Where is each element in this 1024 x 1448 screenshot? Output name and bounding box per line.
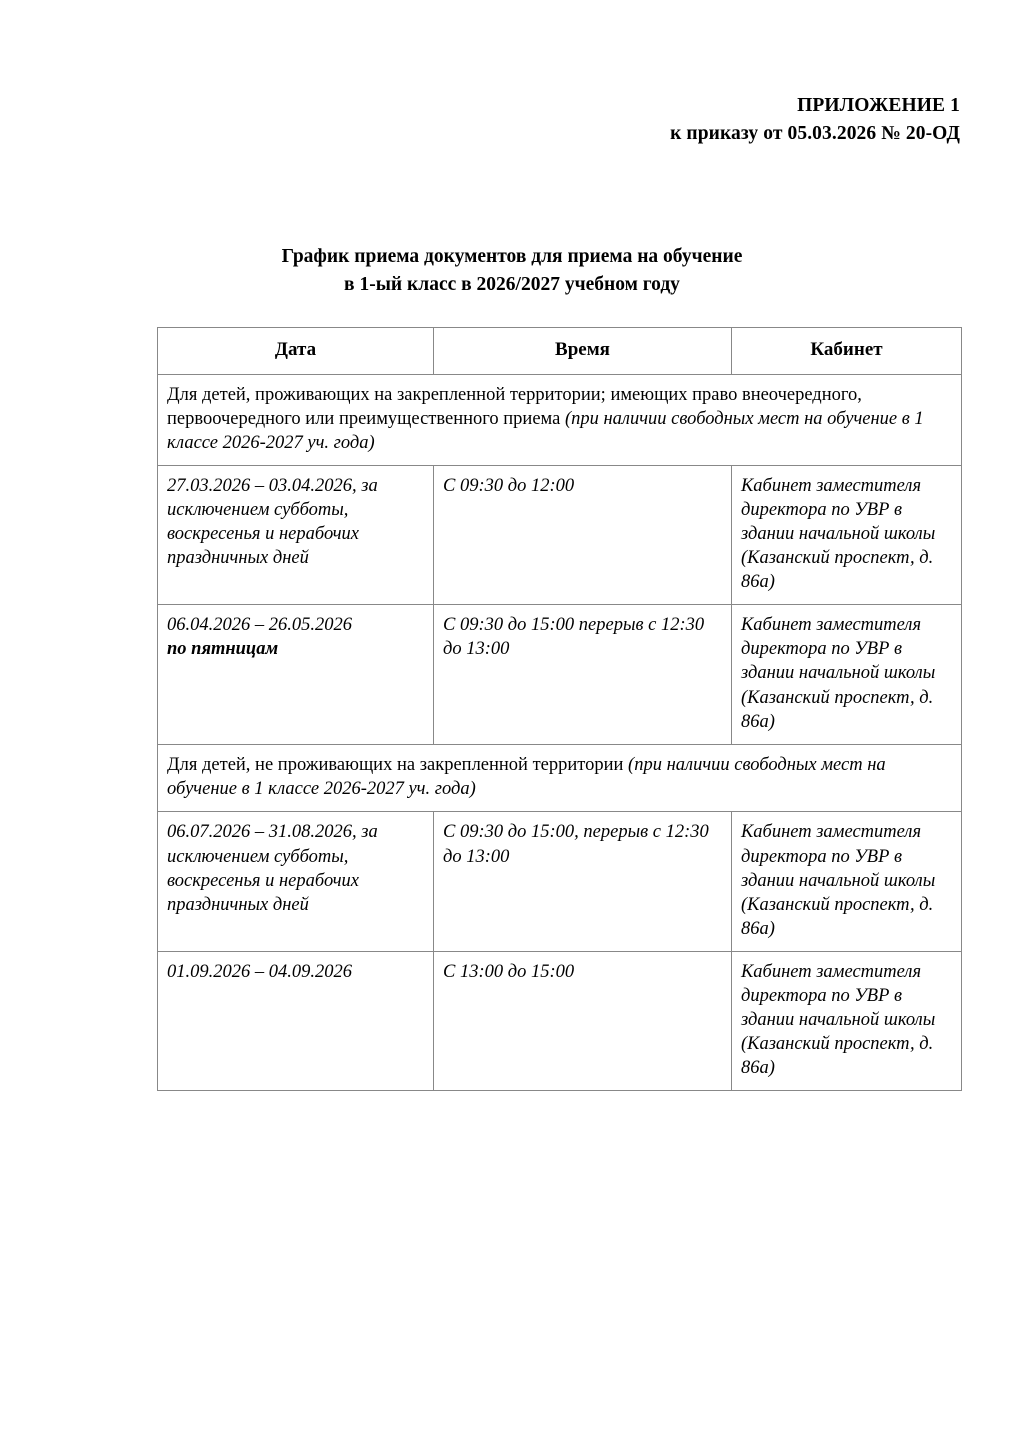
cell-time-1-1: С 13:00 до 15:00 [434, 951, 732, 1090]
column-header-room: Кабинет [732, 328, 962, 375]
section-heading-1 [158, 745, 962, 812]
table-row [158, 812, 962, 951]
cell-time-1-0: С 09:30 до 15:00, перерыв с 12:30 до 13:00 [434, 812, 732, 951]
section-heading-row [158, 375, 962, 466]
cell-date-text-0-1: 06.04.2026 – 26.05.2026 [167, 615, 352, 636]
cell-date-emphasis-0-1: по пятницам [167, 639, 279, 660]
section-heading-0 [158, 375, 962, 466]
cell-date-0-0: 27.03.2026 – 03.04.2026, за исключением субботы, воскресенья и нерабочих праздничных дней [158, 466, 434, 605]
cell-room-0-0: Кабинет заместителя директора по УВР в здании начальной школы (Казанский проспект, д. 86а) [732, 466, 962, 605]
table-row [158, 466, 962, 605]
cell-time-0-0: С 09:30 до 12:00 [434, 466, 732, 605]
section-heading-plain-0: Для детей, проживающих на закрепленной территории; имеющих право внеочередного, первоочередного или преимущественного приема [167, 385, 862, 430]
schedule-table [157, 327, 962, 1091]
section-heading-italic-1: (при наличии свободных мест на обучение в 1 классе 2026-2027 уч. года) [167, 755, 886, 800]
cell-room-1-1: Кабинет заместителя директора по УВР в здании начальной школы (Казанский проспект, д. 86а) [732, 951, 962, 1090]
cell-room-0-1: Кабинет заместителя директора по УВР в здании начальной школы (Казанский проспект, д. 86а) [732, 605, 962, 745]
cell-date-0-1 [158, 605, 434, 745]
cell-room-1-0: Кабинет заместителя директора по УВР в здании начальной школы (Казанский проспект, д. 86а) [732, 812, 962, 951]
page-title-line-2: в 1-ый класс в 2026/2027 учебном году [344, 274, 680, 296]
cell-date-1-0: 06.07.2026 – 31.08.2026, за исключением субботы, воскресенья и нерабочих праздничных дней [158, 812, 434, 951]
document-reference-header [670, 92, 960, 147]
schedule-table-container [157, 327, 961, 1091]
cell-time-0-1: С 09:30 до 15:00 перерыв с 12:30 до 13:00 [434, 605, 732, 745]
section-heading-italic-0: (при наличии свободных мест на обучение в 1 классе 2026-2027 уч. года) [167, 409, 924, 454]
appendix-number: ПРИЛОЖЕНИЕ 1 [797, 95, 960, 116]
page-title-line-1: График приема документов для приема на обучение [281, 246, 743, 267]
column-header-date: Дата [158, 328, 434, 375]
page-title [0, 243, 1024, 300]
table-body [158, 375, 962, 1091]
table-header-row [158, 328, 962, 375]
table-head [158, 328, 962, 375]
order-reference: к приказу от 05.03.2026 № 20-ОД [670, 122, 960, 144]
cell-date-1-1: 01.09.2026 – 04.09.2026 [158, 951, 434, 1090]
section-heading-plain-1: Для детей, не проживающих на закрепленной территории [167, 755, 629, 776]
column-header-time: Время [434, 328, 732, 375]
table-row [158, 951, 962, 1090]
table-row [158, 605, 962, 745]
section-heading-row [158, 745, 962, 812]
